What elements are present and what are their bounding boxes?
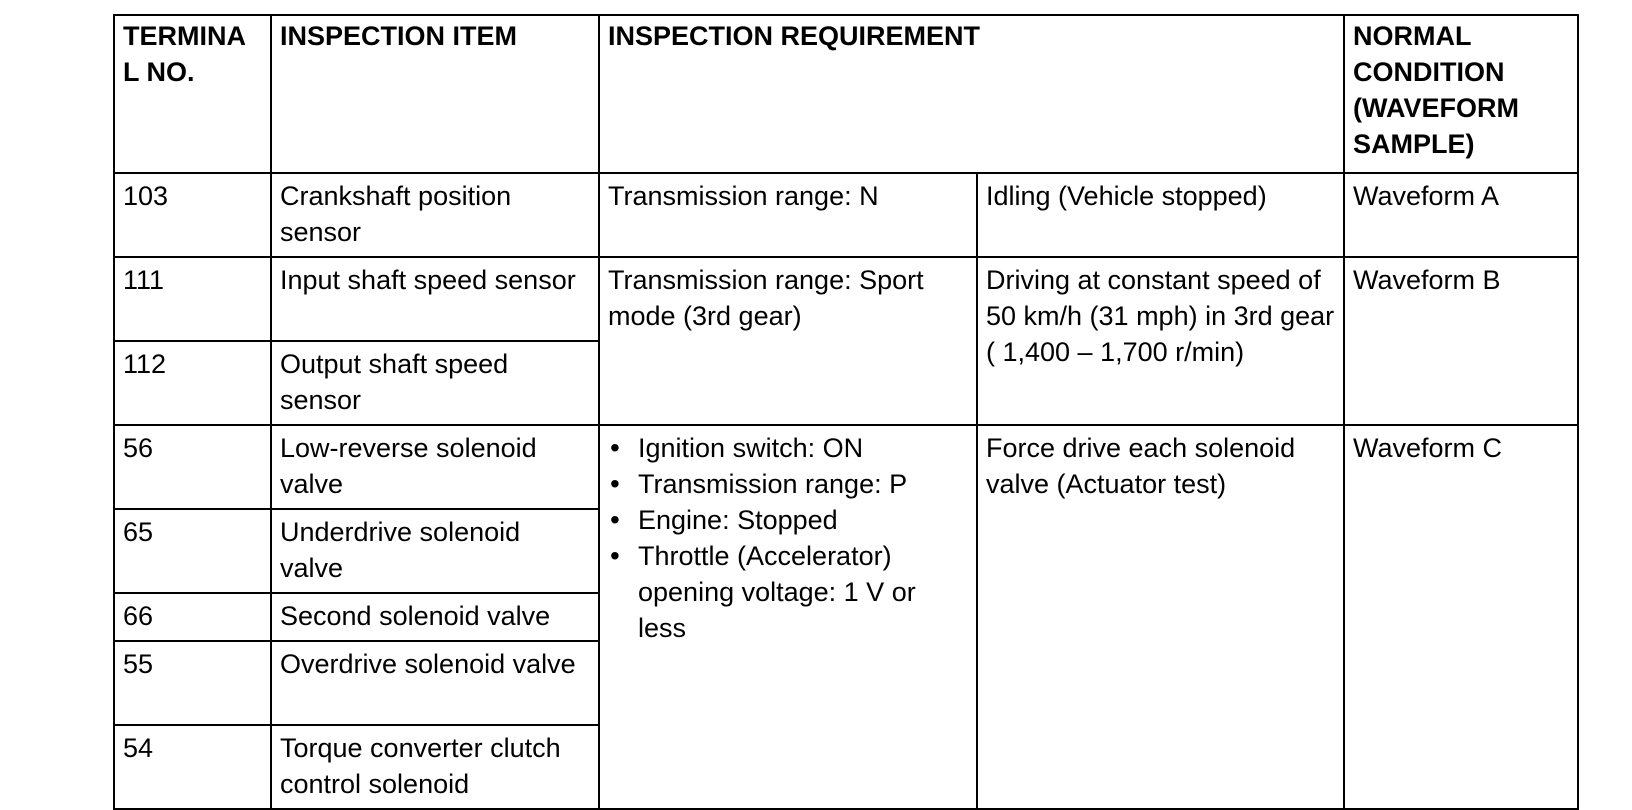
table-row (114, 257, 1578, 341)
bullet-item: • Engine: Stopped (638, 502, 968, 538)
terminal-cell: 56 (114, 425, 271, 509)
bullet-item: • Ignition switch: ON (638, 430, 968, 466)
terminal-cell: 112 (114, 341, 271, 425)
header-normal-condition: NORMAL CONDITION (WAVEFORM SAMPLE) (1344, 15, 1578, 173)
normal-condition-cell: Waveform C (1344, 425, 1578, 809)
item-cell: Input shaft speed sensor (271, 257, 599, 341)
terminal-cell: 103 (114, 173, 271, 257)
terminal-cell: 66 (114, 593, 271, 641)
table-row (114, 425, 1578, 509)
requirement-condition-cell: Idling (Vehicle stopped) (977, 173, 1344, 257)
requirement-condition-cell: Driving at constant speed of 50 km/h (31 mph) in 3rd gear ( 1,400 – 1,700 r/min) (977, 257, 1344, 425)
item-cell: Torque converter clutch control solenoid (271, 725, 599, 809)
requirement-bullet-list (608, 430, 968, 646)
item-cell: Output shaft speed sensor (271, 341, 599, 425)
normal-condition-cell: Waveform A (1344, 173, 1578, 257)
header-inspection-requirement: INSPECTION REQUIREMENT (599, 15, 1344, 173)
requirement-range-cell: Transmission range: N (599, 173, 977, 257)
bullet-item: • Transmission range: P (638, 466, 968, 502)
item-cell: Underdrive solenoid valve (271, 509, 599, 593)
header-inspection-item: INSPECTION ITEM (271, 15, 599, 173)
header-row (114, 15, 1578, 173)
terminal-cell: 65 (114, 509, 271, 593)
item-cell: Second solenoid valve (271, 593, 599, 641)
requirement-bullets-cell (599, 425, 977, 809)
item-cell: Low-reverse solenoid valve (271, 425, 599, 509)
inspection-table (113, 14, 1579, 810)
normal-condition-cell: Waveform B (1344, 257, 1578, 425)
requirement-condition-cell: Force drive each solenoid valve (Actuator test) (977, 425, 1344, 809)
item-cell: Overdrive solenoid valve (271, 641, 599, 725)
requirement-range-cell: Transmission range: Sport mode (3rd gear) (599, 257, 977, 425)
terminal-cell: 55 (114, 641, 271, 725)
terminal-cell: 54 (114, 725, 271, 809)
bullet-item: • Throttle (Accelerator) opening voltage: 1 V or less (638, 538, 968, 646)
header-terminal-no: TERMINAL NO. (114, 15, 271, 173)
terminal-cell: 111 (114, 257, 271, 341)
table-row (114, 173, 1578, 257)
item-cell: Crankshaft position sensor (271, 173, 599, 257)
